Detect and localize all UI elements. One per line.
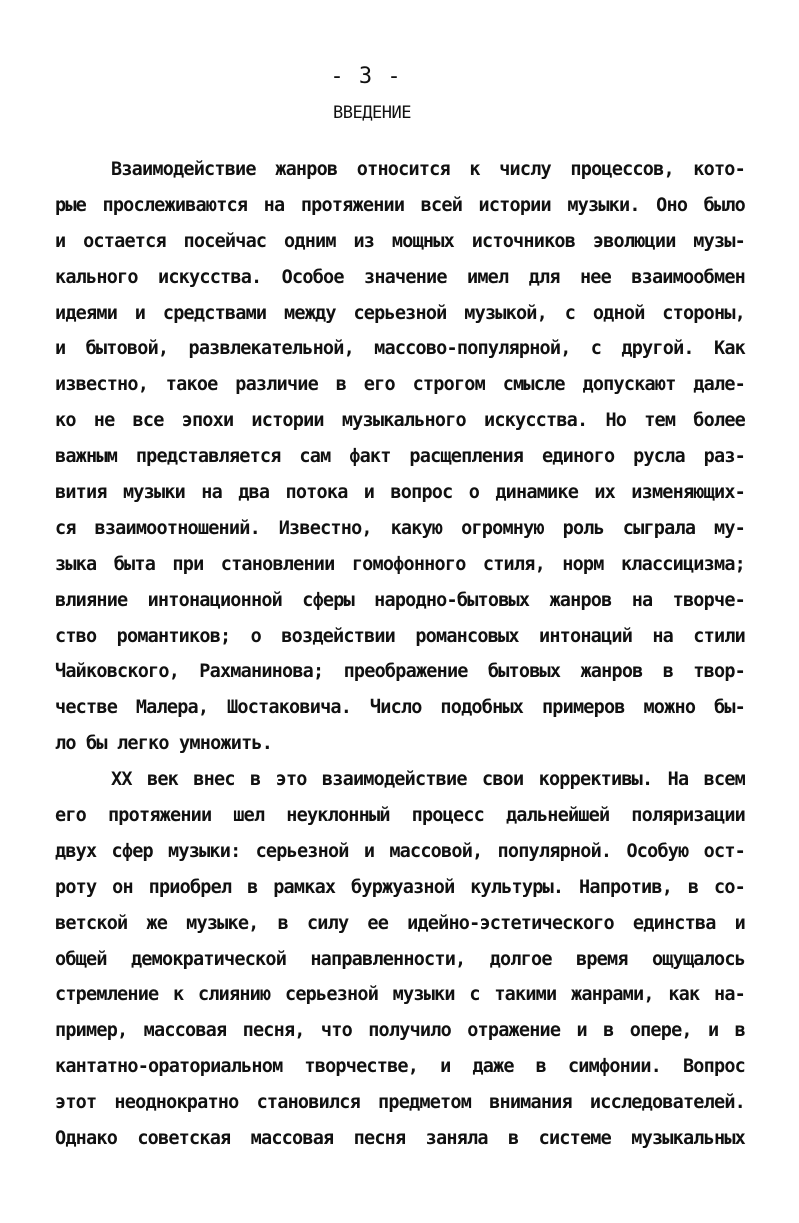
paragraph-2-line: общей демократической направленности, долгое время ощущалось [55,948,745,970]
paragraph-2-line: роту он приобрел в рамках буржуазной культуры. Напротив, в со- [55,876,745,898]
paragraph-2-line: Однако советская массовая песня заняла в системе музыкальных [55,1128,745,1150]
paragraph-1-line: вития музыки на два потока и вопрос о динамике их изменяющих- [55,482,745,504]
body-text [55,152,745,1157]
paragraph-1-line: ся взаимоотношений. Известно, какую огромную роль сыграла му- [55,517,745,539]
paragraph-1-line: ко не все эпохи истории музыкального искусства. Но тем более [55,410,745,432]
paragraph-2-line: этот неоднократно становился предметом внимания исследователей. [55,1092,745,1114]
paragraph-2-line: ветской же музыке, в силу ее идейно-эстетического единства и [55,912,745,934]
paragraph-2-line: кантатно-ораториальном творчестве, и даже в симфонии. Вопрос [55,1056,745,1078]
paragraph-1-line: Чайковского, Рахманинова; преображение бытовых жанров в твор- [55,661,745,683]
paragraph-2-line: XX век внес в это взаимодействие свои коррективы. На всем [111,769,745,791]
paragraph-1-line: ло бы легко умножить. [55,733,273,755]
paragraph-2-line: его протяжении шел неуклонный процесс дальнейшей поляризации [55,805,745,827]
paragraph-1-line: влияние интонационной сферы народно-бытовых жанров на творче- [55,589,745,611]
paragraph-1-line: важным представляется сам факт расщепления единого русла раз- [55,446,745,468]
paragraph-1-line: кального искусства. Особое значение имел для нее взаимообмен [55,266,745,288]
paragraph-1-line: Взаимодействие жанров относится к числу процессов, кото- [111,159,745,180]
paragraph-2-line: стремление к слиянию серьезной музыки с такими жанрами, как на- [55,984,745,1006]
paragraph-1-line: и остается посейчас одним из мощных источников эволюции музы- [55,230,745,252]
paragraph-1-line: рые прослеживаются на протяжении всей истории музыки. Оно было [55,194,745,216]
paragraph-2-line: пример, массовая песня, что получило отражение и в опере, и в [55,1020,745,1042]
paragraph-1-line: честве Малера, Шостаковича. Число подобных примеров можно бы- [55,697,745,719]
paragraph-1-line: идеями и средствами между серьезной музыкой, с одной стороны, [55,302,745,324]
paragraph-1-line: известно, такое различие в его строгом смысле допускают дале- [55,374,745,396]
paragraph-1-line: ство романтиков; о воздействии романсовых интонаций на стили [55,625,745,647]
section-heading: ВВЕДЕНИЕ [333,103,411,123]
paragraph-1-line: зыка быта при становлении гомофонного стиля, норм классицизма; [55,553,745,575]
paragraph-2-line: двух сфер музыки: серьезной и массовой, популярной. Особую ост- [55,840,745,862]
page-number: - 3 - [330,64,402,89]
paragraph-1-line: и бытовой, развлекательной, массово-популярной, с другой. Как [55,338,745,360]
